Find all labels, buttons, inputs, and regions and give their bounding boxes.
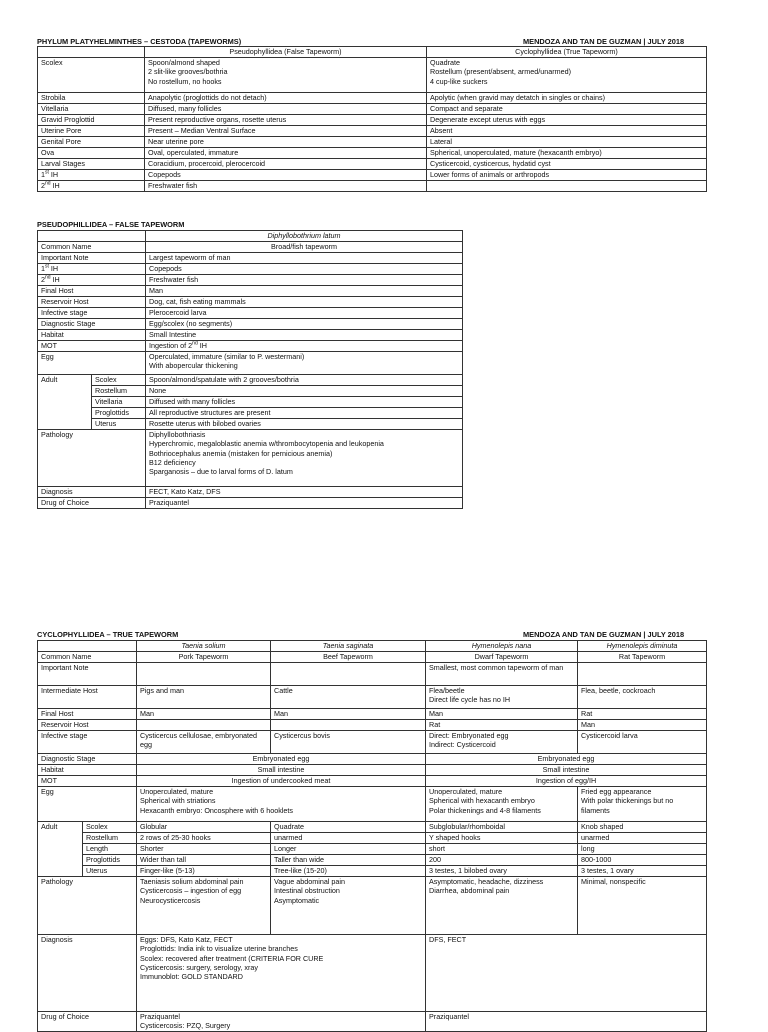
cell: Cattle <box>271 686 426 709</box>
sub-label: Length <box>83 844 137 855</box>
cell: Shorter <box>137 844 271 855</box>
row-label: Reservoir Host <box>38 297 146 308</box>
cell: Cysticercoid, cysticercus, hydatid cyst <box>427 159 707 170</box>
cell: long <box>578 844 707 855</box>
cell: Asymptomatic, headache, dizziness Diarrhea, abdominal pain <box>426 877 578 935</box>
sub-label: Vitellaria <box>92 397 146 408</box>
cell: Ingestion of undercooked meat <box>137 776 426 787</box>
cell: Rat <box>426 720 578 731</box>
cell: Cysticercus bovis <box>271 731 426 754</box>
sub-label: Scolex <box>92 375 146 386</box>
row-label: Vitellaria <box>38 104 145 115</box>
row-label: Reservoir Host <box>38 720 137 731</box>
sub-label: Proglottids <box>83 855 137 866</box>
cell: Cysticercoid larva <box>578 731 707 754</box>
blank-cell <box>38 641 137 652</box>
cell: Small intestine <box>426 765 707 776</box>
row-label: Common Name <box>38 242 146 253</box>
cell: Minimal, nonspecific <box>578 877 707 935</box>
row-label: Gravid Proglottid <box>38 115 145 126</box>
cell <box>271 663 426 686</box>
cell: Knob shaped <box>578 822 707 833</box>
cell: Globular <box>137 822 271 833</box>
cell: Dog, cat, fish eating mammals <box>146 297 463 308</box>
cell: Diphyllobothriasis Hyperchromic, megaloblastic anemia w/thrombocytopenia and leukopenia Bothriocephalus anemia (mistaken for pernicious anemia) B12 deficiency Sparganosis – due to larval forms of D. latum <box>146 430 463 487</box>
species-name: Diphyllobothrium latum <box>146 231 463 242</box>
row-label: 2nd IH <box>38 181 145 192</box>
sub-label: Uterus <box>83 866 137 877</box>
row-label: Egg <box>38 352 146 375</box>
cell: 3 testes, 1 bilobed ovary <box>426 866 578 877</box>
cell: Near uterine pore <box>145 137 427 148</box>
cell: Man <box>426 709 578 720</box>
authors: MENDOZA AND TAN DE GUZMAN | JULY 2018 <box>523 37 685 46</box>
row-label: Diagnostic Stage <box>38 754 137 765</box>
authors-cyclo: MENDOZA AND TAN DE GUZMAN | JULY 2018 <box>523 630 685 639</box>
row-label: Common Name <box>38 652 137 663</box>
cell: Diffused, many follicles <box>145 104 427 115</box>
row-label: 1st IH <box>38 170 145 181</box>
cell: Small Intestine <box>146 330 463 341</box>
cell: Lower forms of animals or arthropods <box>427 170 707 181</box>
cell: Y shaped hooks <box>426 833 578 844</box>
cell: Freshwater fish <box>145 181 427 192</box>
cell: 800-1000 <box>578 855 707 866</box>
sub-label: Uterus <box>92 419 146 430</box>
row-label: Uterine Pore <box>38 126 145 137</box>
row-label: Pathology <box>38 430 146 487</box>
cell: Praziquantel Cysticercosis: PZQ, Surgery <box>137 1012 426 1032</box>
cell: Beef Tapeworm <box>271 652 426 663</box>
cell: Freshwater fish <box>146 275 463 286</box>
cell: Quadrate Rostellum (present/absent, armed/unarmed) 4 cup-like suckers <box>427 58 707 93</box>
cell: Wider than tall <box>137 855 271 866</box>
cell <box>271 720 426 731</box>
row-label: Adult <box>38 375 92 430</box>
species-name: Hymenolepis diminuta <box>578 641 707 652</box>
cell: Tree-like (15-20) <box>271 866 426 877</box>
row-label: Diagnosis <box>38 487 146 498</box>
row-label: Final Host <box>38 709 137 720</box>
cell: Largest tapeworm of man <box>146 253 463 264</box>
cell: Degenerate except uterus with eggs <box>427 115 707 126</box>
cell: Anapolytic (proglottids do not detach) <box>145 93 427 104</box>
row-label: Infective stage <box>38 308 146 319</box>
cell: All reproductive structures are present <box>146 408 463 419</box>
row-label: Scolex <box>38 58 145 93</box>
row-label: Habitat <box>38 330 146 341</box>
cell: Flea, beetle, cockroach <box>578 686 707 709</box>
cell <box>427 181 707 192</box>
cell: Man <box>146 286 463 297</box>
cell: Dwarf Tapeworm <box>426 652 578 663</box>
sub-label: Rostellum <box>92 386 146 397</box>
cell: Direct: Embryonated egg Indirect: Cysticercoid <box>426 731 578 754</box>
cell: Present – Median Ventral Surface <box>145 126 427 137</box>
cell: 2 rows of 25-30 hooks <box>137 833 271 844</box>
cell: Eggs: DFS, Kato Katz, FECT Proglottids: India ink to visualize uterine branches Scolex: recovered after treatment (CRITERIA FOR CURE Cysticercosis: surgery, serology, xray Immunoblot: GOLD STANDARD <box>137 935 426 1012</box>
species-name: Taenia saginata <box>271 641 426 652</box>
cell: Egg/scolex (no segments) <box>146 319 463 330</box>
cyclo-table <box>37 640 707 1032</box>
cell: Plerocercoid larva <box>146 308 463 319</box>
cell: Praziquantel <box>146 498 463 509</box>
species-name: Taenia solium <box>137 641 271 652</box>
cell: Spoon/almond/spatulate with 2 grooves/bothria <box>146 375 463 386</box>
sub-label: Rostellum <box>83 833 137 844</box>
cell: 200 <box>426 855 578 866</box>
cell: Embryonated egg <box>426 754 707 765</box>
col-header-pseudo: Pseudophyllidea (False Tapeworm) <box>145 47 427 58</box>
cell: DFS, FECT <box>426 935 707 1012</box>
row-label: Drug of Choice <box>38 1012 137 1032</box>
cell: Fried egg appearance With polar thickenings but no filaments <box>578 787 707 822</box>
cell: Compact and separate <box>427 104 707 115</box>
cell: Small intestine <box>137 765 426 776</box>
row-label: Important Note <box>38 663 137 686</box>
cell <box>137 663 271 686</box>
blank-cell <box>38 231 146 242</box>
cell: Ingestion of egg/IH <box>426 776 707 787</box>
row-label: Drug of Choice <box>38 498 146 509</box>
cell: unarmed <box>578 833 707 844</box>
cell: Absent <box>427 126 707 137</box>
cell: Finger-like (5-13) <box>137 866 271 877</box>
cell: Ingestion of 2nd IH <box>146 341 463 352</box>
species-name: Hymenolepis nana <box>426 641 578 652</box>
cell: Praziquantel <box>426 1012 707 1032</box>
cell: short <box>426 844 578 855</box>
cell: Cysticercus cellulosae, embryonated egg <box>137 731 271 754</box>
cell: Pork Tapeworm <box>137 652 271 663</box>
row-label: MOT <box>38 341 146 352</box>
cell: Copepods <box>146 264 463 275</box>
cell: Taller than wide <box>271 855 426 866</box>
cell: Man <box>271 709 426 720</box>
cell: Operculated, immature (similar to P. westermani) With abopercular thickening <box>146 352 463 375</box>
cell: Coracidium, procercoid, plerocercoid <box>145 159 427 170</box>
section-title-cyclo: CYCLOPHYLLIDEA – TRUE TAPEWORM <box>37 630 179 639</box>
row-label: Pathology <box>38 877 137 935</box>
cell: Quadrate <box>271 822 426 833</box>
cell: Oval, operculated, immature <box>145 148 427 159</box>
row-label: 1st IH <box>38 264 146 275</box>
row-label: Egg <box>38 787 137 822</box>
cell: Smallest, most common tapeworm of man <box>426 663 578 686</box>
comparison-table <box>37 46 707 192</box>
cell: Vague abdominal pain Intestinal obstruction Asymptomatic <box>271 877 426 935</box>
row-label: 2nd IH <box>38 275 146 286</box>
pseudo-table <box>37 230 463 509</box>
cell: Flea/beetle Direct life cycle has no IH <box>426 686 578 709</box>
cell <box>578 663 707 686</box>
cell: Spherical, unoperculated, mature (hexacanth embryo) <box>427 148 707 159</box>
row-label: Ova <box>38 148 145 159</box>
cell: Diffused with many follicles <box>146 397 463 408</box>
row-label: Intermediate Host <box>38 686 137 709</box>
page-title: PHYLUM PLATYHELMINTHES – CESTODA (TAPEWORMS) <box>37 37 242 46</box>
cell: unarmed <box>271 833 426 844</box>
cell: Taeniasis solium abdominal pain Cysticercosis – ingestion of egg Neurocysticercosis <box>137 877 271 935</box>
cell: 3 testes, 1 ovary <box>578 866 707 877</box>
sub-label: Scolex <box>83 822 137 833</box>
cell: Apolytic (when gravid may detatch in singles or chains) <box>427 93 707 104</box>
section-title-pseudo: PSEUDOPHILLIDEA – FALSE TAPEWORM <box>37 220 185 229</box>
row-label: Important Note <box>38 253 146 264</box>
row-label: Infective stage <box>38 731 137 754</box>
cell: Present reproductive organs, rosette uterus <box>145 115 427 126</box>
cell: Embryonated egg <box>137 754 426 765</box>
blank-cell <box>38 47 145 58</box>
cell: Longer <box>271 844 426 855</box>
cell: Unoperculated, mature Spherical with hexacanth embryo Polar thickenings and 4-8 filaments <box>426 787 578 822</box>
cell: None <box>146 386 463 397</box>
cell: Unoperculated, mature Spherical with striations Hexacanth embryo: Oncosphere with 6 hooklets <box>137 787 426 822</box>
row-label: Diagnostic Stage <box>38 319 146 330</box>
row-label: MOT <box>38 776 137 787</box>
row-label: Habitat <box>38 765 137 776</box>
cell: Man <box>578 720 707 731</box>
cell: Subglobular/rhomboidal <box>426 822 578 833</box>
row-label: Diagnosis <box>38 935 137 1012</box>
cell: FECT, Kato Katz, DFS <box>146 487 463 498</box>
cell: Man <box>137 709 271 720</box>
cell: Broad/fish tapeworm <box>146 242 463 253</box>
cell: Lateral <box>427 137 707 148</box>
row-label: Genital Pore <box>38 137 145 148</box>
row-label: Strobila <box>38 93 145 104</box>
col-header-cyclo: Cyclophyllidea (True Tapeworm) <box>427 47 707 58</box>
cell: Rosette uterus with bilobed ovaries <box>146 419 463 430</box>
cell <box>137 720 271 731</box>
row-label: Adult <box>38 822 83 877</box>
cell: Rat Tapeworm <box>578 652 707 663</box>
cell: Rat <box>578 709 707 720</box>
cell: Pigs and man <box>137 686 271 709</box>
cell: Copepods <box>145 170 427 181</box>
row-label: Larval Stages <box>38 159 145 170</box>
sub-label: Proglottids <box>92 408 146 419</box>
row-label: Final Host <box>38 286 146 297</box>
cell: Spoon/almond shaped 2 slit-like grooves/bothria No rostellum, no hooks <box>145 58 427 93</box>
